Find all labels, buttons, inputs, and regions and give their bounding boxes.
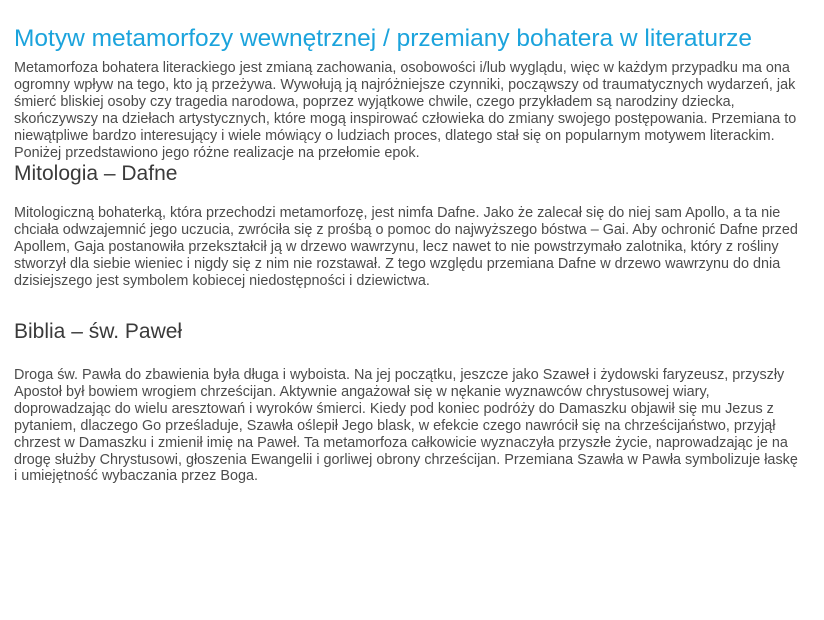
intro-paragraph: Metamorfoza bohatera literackiego jest zmianą zachowania, osobowości i/lub wyglądu, więc w każdym przypadku ma ona ogromny wpływ na tego, kto ją przeżywa. Wywołują ją najróżniejsze czynniki, począwszy od traumatycznych wydarzeń, jak śmierć bliskiej osoby czy tragedia narodowa, poprzez wyjątkowe chwile, czego przykładem są narodziny dziecka, skończywszy na dziełach artystycznych, które mogą inspirować człowieka do zmiany swojego postępowania. Przemiana to niewątpliwe bardzo interesujący i wiele mówiący o ludziach proces, dlatego stał się on popularnym motywem literackim. Poniżej przedstawiono jego różne realizacje na przełomie epok. — [14, 60, 797, 161]
section-heading-dafne: Mitologia – Dafne — [14, 162, 178, 186]
article-title: Motyw metamorfozy wewnętrznej / przemiany bohatera w literaturze — [14, 25, 753, 52]
section-body-pawel: Droga św. Pawła do zbawienia była długa i wyboista. Na jej początku, jeszcze jako Szaweł i żydowski faryzeusz, przyszły Apostoł był bowiem wrogiem chrześcijan. Aktywnie angażował się w nękanie wyznawców chrystusowej wiary, doprowadzając do wielu aresztowań i wyroków śmierci. Kiedy pod koniec podróży do Damaszku objawił się mu Jezus z pytaniem, dlaczego Go prześladuje, Szawła oślepił Jego blask, w efekcie czego nawrócił się na chrześcijaństwo, przyjął chrzest w Damaszku i zmienił imię na Paweł. Ta metamorfoza całkowicie wyznaczyła przyszłe życie, naprowadzając je na drogę służby Chrystusowi, głoszenia Ewangelii i gorliwej obrony chrześcijan. Przemiana Szawła w Pawła symbolizuje łaskę i umiejętność wybaczania przez Boga. — [14, 366, 798, 485]
section-heading-pawel: Biblia – św. Paweł — [14, 319, 183, 343]
section-body-dafne: Mitologiczną bohaterką, która przechodzi metamorfozę, jest nimfa Dafne. Jako że zalecał się do niej sam Apollo, a ta nie chciała odwzajemnić jego uczucia, zwróciła się z prośbą o pomoc do najwyższego bóstwa – Gai. Aby ochronić Dafne przed Apollem, Gaja postanowiła przekształcił ją w drzewo wawrzynu, lecz nawet to nie powstrzymało zalotnika, który z rośliny stworzył dla siebie wieniec i nigdy się z nim nie rozstawał. Z tego względu przemiana Dafne w drzewo wawrzynu do dnia dzisiejszego jest symbolem kobiecej niedostępności i dziewictwa. — [14, 205, 798, 290]
